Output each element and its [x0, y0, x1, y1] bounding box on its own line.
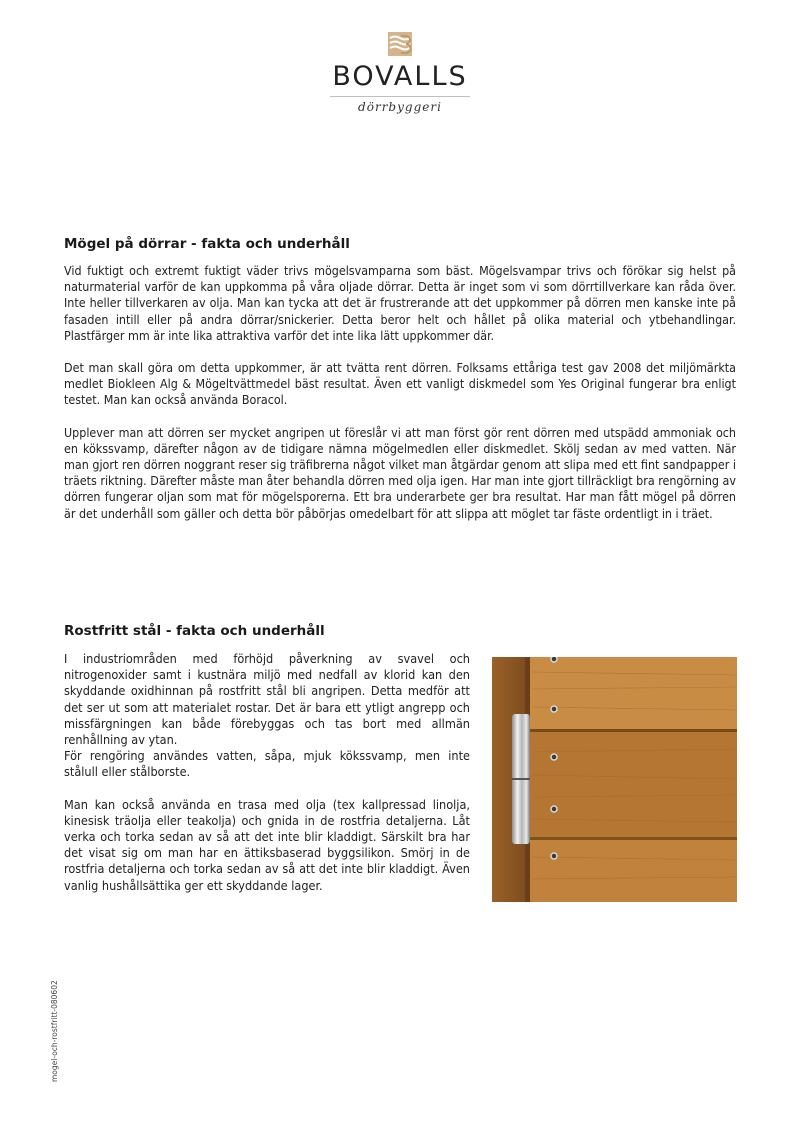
paragraph: Det man skall göra om detta uppkommer, är att tvätta rent dörren. Folksams ettåriga test gav 2008 det miljömärkta medlet Biokleen Alg & Mögeltvättmedel bäst resultat. Även ett vanligt diskmedel som Yes Original fungerar bra enligt testet. Man kan också använda Boracol. — [64, 360, 736, 408]
brand-tagline: dörrbyggeri — [358, 100, 442, 114]
paragraph: Vid fuktigt och extremt fuktigt väder trivs mögelsvamparna som bäst. Mögelsvampar trivs och förökar sig helst på naturmaterial varför de kan uppkomma på våra oljade dörrar. Detta är inget som vi som dörrtillverkare kan råda över. Inte heller tillverkaren av olja. Man kan tycka att det är frustrerande att det uppkommer på dörren men kanske inte på fasaden intill eller på andra dörrar/snickerier. Detta beror helt och hållet på olika material och ytbehandlingar. Plastfärger mm är inte lika attraktiva varför det inte lika lätt uppkommer där. — [64, 263, 736, 343]
section-stainless-steel — [64, 623, 470, 910]
door-hinge-photo — [492, 657, 737, 902]
section-heading: Mögel på dörrar - fakta och underhåll — [64, 236, 350, 252]
section-heading: Rostfritt stål - fakta och underhåll — [64, 623, 325, 639]
paragraph: I industriområden med förhöjd påverkning av svavel och nitrogenoxider samt i kustnära miljö med nedfall av klorid kan den skyddande oxidhinnan på rostfritt stål bli angripen. Detta medför att det ser ut som att materialet rostar. Det är bara ett ytligt angrepp och missfärgningen kan både förebyggas och tas bort med allmän renhållning av ytan. För rengöring användes vatten, såpa, mjuk kökssvamp, men inte stålull eller stålborste. — [64, 651, 470, 780]
paragraph: Man kan också använda en trasa med olja (tex kallpressad linolja, kinesisk träolja eller teakolja) och gnida in de rostfria detaljerna. Låt verka och torka sedan av så att det inte blir kladdigt. Särskilt bra har det visat sig om man har en ättiksbaserad byggsilikon. Smörj in de rostfria detaljerna och torka sedan av så att det inte blir kladdigt. Även vanlig hushållsättika ger ett skyddande lager. — [64, 796, 470, 893]
brand-logo — [0, 32, 800, 114]
section-mold — [64, 236, 736, 538]
document-code: mogel-och-rostfritt-080602 — [50, 980, 59, 1082]
brand-name: BOVALLS — [332, 61, 468, 92]
logo-mark-icon — [388, 32, 412, 56]
logo-divider — [330, 96, 470, 97]
paragraph: Upplever man att dörren ser mycket angripen ut föreslår vi att man först gör rent dörren med utspädd ammoniak och en kökssvamp, därefter någon av de tidigare nämna mögelmedlen eller diskmedlet. Skölj sedan av med vatten. När man gjort ren dörren noggrant reser sig träfibrerna något vilket man åtgärdar genom att slipa med ett fint sandpapper i träets riktning. Därefter måste man åter behandla dörren med olja igen. Har man inte gjort tillräckligt bra rengörning av dörren fungerar oljan som mat för mögelsporerna. Ett bra underarbete ger bra resultat. Har man fått mögel på dörren är det underhåll som gäller och detta bör påbörjas omedelbart för att slippa att möglet tar fäste ordentligt in i träet. — [64, 424, 736, 521]
